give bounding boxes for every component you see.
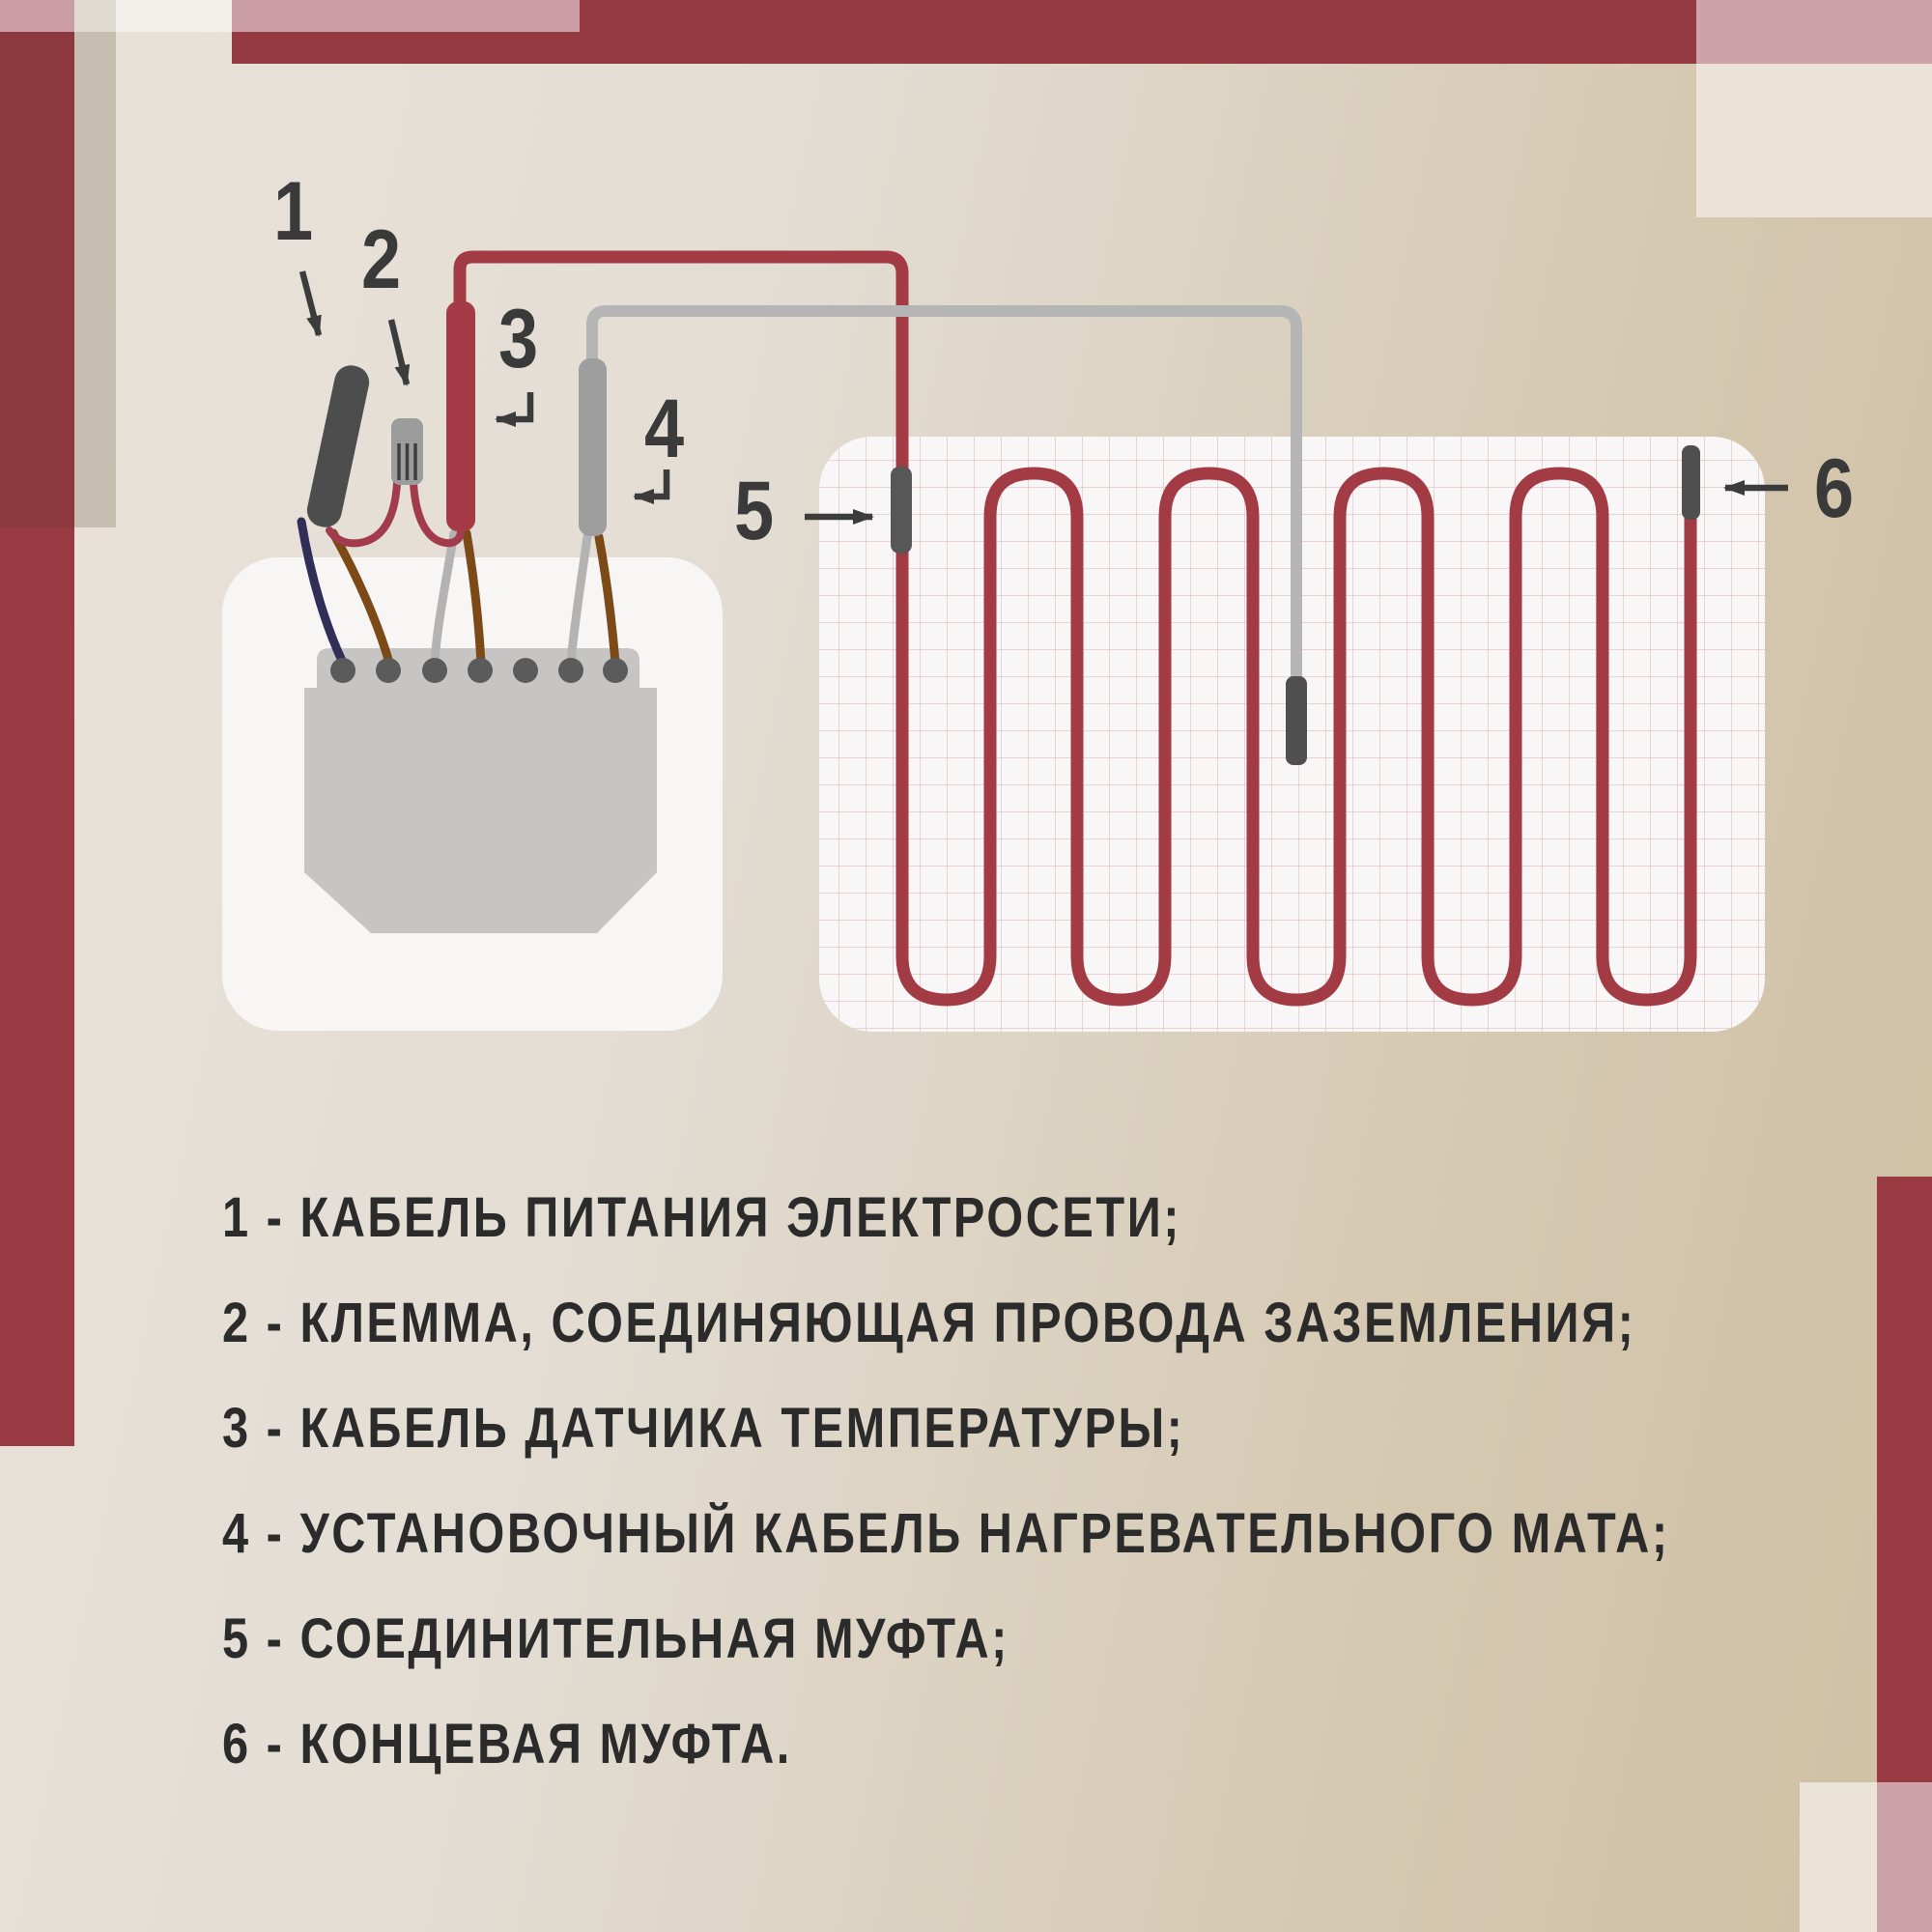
callout-arrow-1 xyxy=(302,271,319,335)
callout-5: 5 xyxy=(734,465,775,557)
legend-item: 3 - КАБЕЛЬ ДАТЧИКА ТЕМПЕРАТУРЫ; xyxy=(222,1397,1185,1460)
power-cable-sleeve xyxy=(304,362,373,530)
legend-item: 1 - КАБЕЛЬ ПИТАНИЯ ЭЛЕКТРОСЕТИ; xyxy=(222,1186,1181,1249)
legend-item: 2 - КЛЕММА, СОЕДИНЯЮЩАЯ ПРОВОДА ЗАЗЕМЛЕНИЯ; xyxy=(222,1292,1636,1354)
temperature-sensor xyxy=(1286,676,1307,765)
callout-arrow-3 xyxy=(497,392,530,419)
mat-cable-sleeve xyxy=(579,358,607,536)
legend-item: 4 - УСТАНОВОЧНЫЙ КАБЕЛЬ НАГРЕВАТЕЛЬНОГО МАТА; xyxy=(222,1502,1670,1565)
terminal-block-body xyxy=(304,688,657,933)
ground-clamp xyxy=(391,418,423,485)
callout-2: 2 xyxy=(361,213,402,306)
terminal-block xyxy=(304,648,657,933)
callout-6: 6 xyxy=(1814,442,1855,535)
callout-3: 3 xyxy=(498,293,539,385)
end-coupling xyxy=(1682,445,1700,520)
callout-arrow-2 xyxy=(391,320,407,384)
callout-1: 1 xyxy=(273,165,314,258)
legend-item: 5 - СОЕДИНИТЕЛЬНАЯ МУФТА; xyxy=(222,1607,1009,1670)
sensor-cable-sleeve xyxy=(446,301,475,531)
connection-coupling xyxy=(891,467,912,554)
legend-item: 6 - КОНЦЕВАЯ МУФТА. xyxy=(222,1713,792,1776)
callout-4: 4 xyxy=(644,383,685,475)
